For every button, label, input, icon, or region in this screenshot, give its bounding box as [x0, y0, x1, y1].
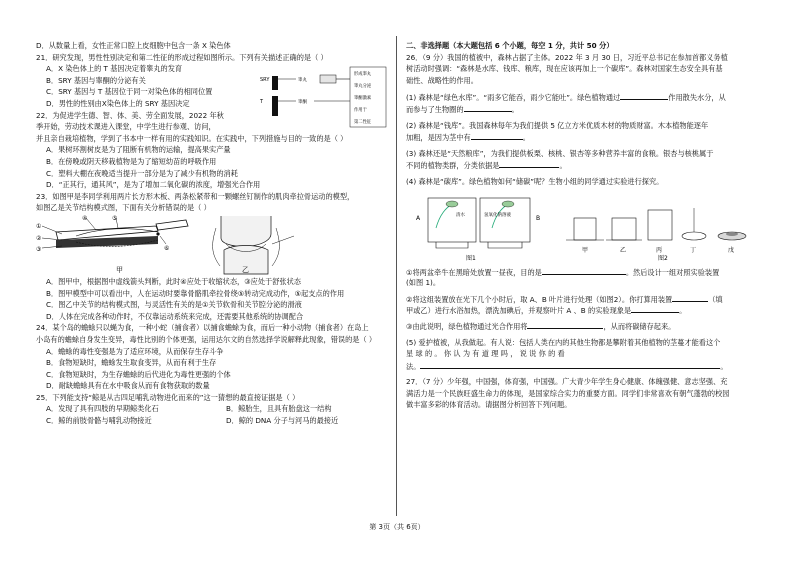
q26-4-2-text-d: 。	[679, 306, 687, 316]
q26-4-1-line2: (如图 1)。	[406, 278, 441, 288]
fig1-label-b: B	[536, 214, 541, 222]
q25-option-c: C．鲸的前肢骨骼与哺乳动物接近	[46, 416, 152, 426]
q26-2-line1: (2) 森林是“钱库”。我国森林每年为我们提供 5 亿立方米优质木材的物质财富。木本植物能逐年	[406, 120, 709, 130]
q26-5-blank[interactable]	[420, 360, 720, 369]
q26-5-line3	[406, 360, 764, 372]
q22-option-c: C．塑料大棚在夜晚适当提升一部分是为了减少有机物的消耗	[46, 168, 238, 178]
page-footer: 第 3页（共 6页）	[369, 523, 425, 531]
q26-4-3-text-b: ，从而将碳储存起来。	[603, 321, 676, 331]
fig21-box1: 形成睾丸	[354, 72, 372, 78]
q24-option-d: D．耐缺蟾蜍具有在水中吸食从而有食物获取的数量	[46, 381, 210, 391]
q26-4-1-line1	[406, 266, 764, 278]
q27-stem-line1: 27．（7 分）少年强，中国强，体育强，中国强。广大青少年学生身心健康、体魄强健、意志坚强、充	[406, 377, 728, 387]
q26-4-2-blank-2[interactable]	[631, 304, 679, 313]
q21-stem: 21．研究发现，男性性别决定和第二性征的形成过程如图所示。下列有关描述正确的是（ ）	[36, 52, 328, 62]
q26-4-stem: (4) 森林是“碳库”。绿色植物如何“储碳”呢？生物小组的同学通过实验进行探究。	[406, 176, 664, 186]
q26-3-line2	[406, 159, 764, 171]
fig23-n3: ③	[36, 245, 42, 253]
q20-option-d: D．从数量上看，女性正常口腔上皮细胞中包含一条 X 染色体	[36, 41, 231, 50]
fig2-label-wu: 戊	[728, 246, 735, 254]
q26-4-2-text-c: 甲或乙）进行水浴加热，漂洗加碘后，并观察叶片 A 、B 的实验现象是	[406, 306, 632, 316]
fig23-n2: ②	[36, 234, 42, 242]
q26-4-3-line	[406, 320, 764, 332]
q26-2-text: 加粗，是因为茎中有	[406, 133, 471, 143]
right-column	[406, 40, 764, 411]
q24-stem-line2: 小岛有的蟾蜍自身发生变异，毒性比别的个体更强，运用达尔文的自然选择学说解释此现象，错误的是（ ）	[36, 334, 377, 344]
q26-2-blank[interactable]	[471, 131, 523, 140]
q24-option-b: B．食物短缺时，蟾蜍发生取食变异，从而有利于生存	[46, 358, 217, 368]
q25-row-2	[36, 415, 388, 427]
fig21-gene1: 睾丸	[298, 78, 307, 84]
q24-option-a: A．蟾蜍的毒性变强是为了适应环境，从而保存生存斗争	[46, 346, 224, 356]
q25-option-d: D．鲸的 DNA 分子与河马的最接近	[226, 416, 339, 426]
fig21-t-label: T	[260, 99, 264, 106]
q26-3-blank[interactable]	[499, 159, 559, 168]
fig21-organ-box	[320, 75, 336, 83]
q22-stem-line2: 季开始，劳动技术课进入课堂，中学生进行参观、访问，	[36, 122, 216, 132]
q26-4-1-text-b: 。然后设计一组对照实验装置	[625, 267, 720, 277]
q23-figure	[36, 214, 388, 276]
fig21-sry-label: SRY	[260, 77, 270, 84]
q26-1-line1	[406, 91, 764, 103]
q26-5-line2: 星 球 的 。 你 认 为 有 道 理 吗 ， 说 说 你 的 看	[406, 349, 565, 359]
q26-4-1-text: ①将两盆牵牛在黑暗处放置一昼夜，目的是	[406, 267, 542, 277]
q21-option-c: C．SRY 基因与 T 基因位于同一对染色体的相同位置	[46, 87, 213, 97]
q21-figure	[258, 63, 388, 133]
q26-1-text-d: 。	[511, 104, 519, 114]
fig23-arm-model	[42, 218, 188, 248]
q26-5-line1: (5) 爱护植被，从我做起。有人说：包括人类在内的其他生物都是攀附着其他植物的茎蔓才能看这个	[406, 337, 721, 347]
q26-1-blank-2[interactable]	[464, 103, 512, 112]
fig23-n6: ⑥	[164, 244, 170, 252]
q26-stem-line2: 树活动时强调：“森林是水库、钱库、粮库，现在应该再加上一个碳库”。森林对国家生态安全具有基	[406, 64, 723, 74]
fig23-n1: ①	[36, 222, 42, 230]
q23-option-c: C．图乙中关节的结构模式图，与灵活性有关的是①关节软骨和关节腔分泌的滑液	[46, 300, 302, 310]
q23-option-b: B．图甲模型中可以看出中，人在运动时要靠骨骼肌牵拉骨绕⑤转动完成动作，⑤起支点的作用	[46, 288, 345, 298]
fig1-caption: 图1	[466, 254, 476, 262]
q26-3-text: 不同的植物类群，分类依据是	[406, 161, 500, 171]
q26-5-text-b: 。	[720, 361, 728, 371]
q26-2-text-b: 。	[522, 133, 530, 143]
q26-4-2-line1	[406, 293, 764, 305]
q22-option-a: A．果树环割树皮是为了阻断有机物的运输，提高果实产量	[46, 145, 231, 155]
fig2-apparatus	[566, 208, 746, 240]
q26-1-text-b: 作用散失水分，从	[668, 93, 726, 103]
q26-2-line2	[406, 131, 764, 143]
fig21-gene2: 睾酮	[298, 100, 307, 106]
fig23-n5: ⑤	[112, 214, 118, 222]
q23-option-d: D．人体在完成各种动作时，不仅靠运动系统来完成，还需要其他系统的协调配合	[46, 311, 304, 321]
fig2-label-jia: 甲	[582, 246, 589, 254]
fig21-side: 第二性征	[354, 120, 372, 126]
q25-option-a: A．发现了具有四肢的早期鲸类化石	[46, 404, 159, 414]
q22-stem-line1: 22．为促进学生德、智、体、美、劳全面发展，2022 年秋	[36, 110, 224, 120]
q27-stem-line3: 做丰富多彩的体育活动。请据图分析回答下列问题。	[406, 400, 572, 410]
fig1-label-water: 清水	[456, 212, 465, 218]
section-heading: 二、非选择题（本大题包括 6 个小题，每空 1 分，共计 50 分）	[406, 41, 614, 50]
fig21-box2: 睾丸分泌	[354, 84, 372, 90]
q22-option-d: D．“正其行，通其风”，是为了增加二氧化碳的浓度，增强光合作用	[46, 180, 261, 190]
q26-5-text: 法。	[406, 361, 421, 371]
q26-stem-line3: 础性、战略性的作用。	[406, 75, 478, 85]
q21-option-b: B．SRY 基因与睾酮的分泌有关	[46, 75, 146, 85]
fig23-label-yi: 乙	[242, 265, 249, 274]
fig1-apparatus	[428, 198, 530, 248]
q26-4-2-text-b: （填	[708, 294, 723, 304]
q26-4-3-blank[interactable]	[527, 320, 603, 329]
q23-stem-line2: 如图乙是关节结构模式图，下面有关分析错误的是（ ）	[36, 203, 211, 213]
q23-stem-line1: 23．如图甲是李同学利用两片长方形木板、两条松紧带和一颗螺丝钉制作的肌肉牵拉骨运动的模型，	[36, 191, 355, 201]
fig21-box3: 睾酮激素	[354, 96, 372, 102]
fig1-label-a: A	[416, 214, 421, 222]
q26-1-blank-1[interactable]	[620, 91, 668, 100]
q21-block	[36, 63, 388, 126]
fig23-label-jia: 甲	[116, 265, 123, 274]
q25-stem: 25．下列能支持“鲸是从古四足哺乳动物进化而来的”这一猜想的最直接证据是（ ）	[36, 392, 300, 402]
q26-1-text: (1) 森林是“绿色水库”。“雨多它能吞，雨少它能吐”。绿色植物通过	[406, 93, 621, 103]
q26-4-1-blank[interactable]	[542, 266, 626, 275]
fig2-caption: 图2	[658, 254, 668, 262]
fig21-box4: 作用于	[354, 108, 367, 114]
column-divider	[396, 36, 397, 516]
q26-3-text-b: 。	[559, 161, 567, 171]
q21-option-d: D．男性的性别由X染色体上的 SRY 基因决定	[46, 98, 190, 108]
q26-figure	[406, 188, 764, 262]
q26-3-line1: (3) 森林还是“天然粮库”，为我们提供板栗、核桃、银杏等多种营养丰富的食粮。银杏与核桃属于	[406, 148, 714, 158]
q22-stem-line3: 并且亲自栽培植物，学到了书本中一样有用的实践知识。在实践中，下列措施与目的一致的是（ ）	[36, 133, 348, 143]
q25-option-b: B．鲸胎生，且具有胎盘这一结构	[226, 404, 332, 414]
fig23-joint-diagram	[213, 216, 294, 274]
left-column	[36, 40, 388, 427]
q26-4-2-line2	[406, 304, 764, 316]
fig23-n4: ④	[82, 214, 88, 222]
q26-4-3-text: ③由此说明，绿色植物通过光合作用将	[406, 321, 528, 331]
q21-option-a: A．X 染色体上的 T 基因决定着睾丸的发育	[46, 64, 183, 74]
q22-option-b: B．在傍晚或阴天移栽植物是为了缩短幼苗的呼吸作用	[46, 156, 217, 166]
q25-row-1	[36, 403, 388, 415]
q24-option-c: C．食物短缺时，为生存蟾蜍的后代进化为毒性更强的个体	[46, 369, 231, 379]
fig2-label-ding: 丁	[690, 246, 697, 254]
fig21-chromosome-x	[272, 96, 278, 116]
q26-1-text-c: 而参与了生物圈的	[406, 104, 464, 114]
q26-stem-line1: 26．（9 分）我国的植被中，森林占据了主体。2022 年 3 月 30 日，习近平总书记在参加首都义务植	[406, 52, 728, 62]
q27-stem-line2: 满活力是一个民族旺盛生命力的体现，是国家综合实力的重要方面。同学们非常喜欢有朝气蓬勃的校园	[406, 388, 730, 398]
fig1-label-naoh: 氢氧化钠溶液	[484, 212, 511, 218]
fig21-chromosome-y	[272, 76, 278, 90]
q24-stem-line1: 24．某个岛的蟾蜍只以蝇为食，一种小蛇（捕食者）以捕食蟾蜍为食，而后一种小动物（捕食者）在岛上	[36, 323, 369, 333]
q26-1-line2	[406, 103, 764, 115]
fig2-label-bing: 丙	[656, 246, 663, 254]
q26-4-2-text: ②将这组装置放在光下几个小时后，取 A、B 叶片进行处理（如图2）。你打算用装置	[406, 294, 673, 304]
q26-4-2-blank-1[interactable]	[672, 293, 708, 302]
fig2-label-yi: 乙	[620, 246, 627, 254]
q23-option-a: A．图甲中，根据图中虚线箭头判断，此时④应处于收缩状态，③应处于舒张状态	[46, 276, 301, 286]
